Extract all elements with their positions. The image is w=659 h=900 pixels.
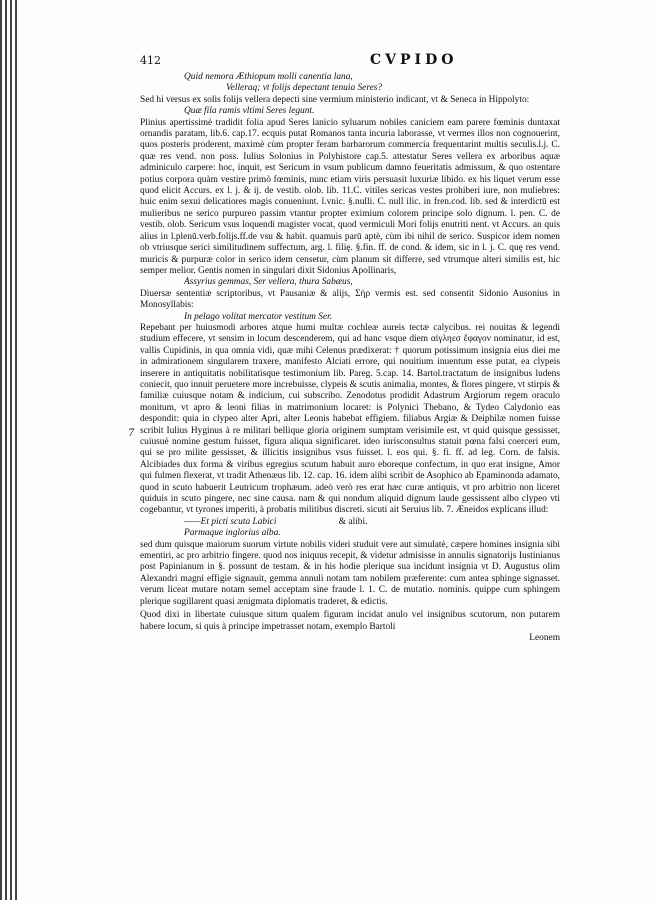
verse-line: In pelago volitat mercator vestitum Ser. bbox=[184, 311, 333, 322]
page-number: 412 bbox=[140, 54, 161, 67]
verse-line bbox=[140, 517, 560, 528]
verse-note: & alibi. bbox=[338, 516, 368, 527]
verse-line: Assyrius gemmas, Ser vellera, thura Sabæus, bbox=[184, 277, 353, 288]
verse-text: ——Et picti scuta Labici bbox=[184, 516, 277, 527]
verse-line: Velleraq; vt folijs depectant tenuia Seres? bbox=[226, 83, 383, 94]
scan-binding-edge bbox=[0, 0, 20, 900]
running-head: CVPIDO bbox=[370, 52, 458, 68]
paragraph: sed dum quisque maiorum suorum virtute nobilis videri studuit vere aut simulatè, cæpere homines insignia sibi ementiri, ac pro arbitrio fingere. quod nos iniquus recepit, & videtur admisisse in annulis signatorijs Iustinianus post Papinianum in §. possunt de testam. & in his hodie plerique sua incidunt insignia vt D. Augustus olim Alexandri magni effigie signauit, gemma annuli notam tam nobilem præferente: cum antea sphinge signasset. verum liceat mutare notam semel acceptam sine fraude l. 1. C. de mutatio. nominis. quippe cum sphingem plerique sugillarent quasi ænigmata diplomatis traderet, & edictis. bbox=[140, 539, 560, 607]
verse-line: Quæ fila ramis vltimi Seres legunt. bbox=[184, 106, 315, 117]
paragraph: Repebant per huiusmodi arbores atque humi multæ cochleæ aureis tectæ calycibus. rei nouitas & legendi studium effecere, vt sensim in locum descenderem, qui ad hanc vsque diem αἰγληεσ ἔφαγον nominatur, id est, vallis Cupidinis, in qua omnia vidi, quæ mihi Celenus prædixerat: † quorum potissimum insignia eius diei me in admirationem singularem traxere, manifesto Alciati errore, qui nouitium inuentum esse putat, ea clypeis inserere in antiquitatis nobilitatisque testimonium lib. Pareg. 5.cap. 14. Bartol.tractatum de insignibus ludens coniecit, quo innuit peruetere more increbuisse, clypeis & scutis animalia, montes, & flores pingere, vt stirpis & familiæ cuiusque notam & indicium, cui subscribo. Zenodotus prodidit Adastrum Argiorum regem oraculo monitum, vt apro & leoni filias in matrimonium locaret: is Polynici Thebano, & Tydeo Calydonio eas despondit: quia in clypeo alter Apri, alter Leonis habebat effigiem. filiabus Argiæ & Deiphilæ nomen fuisse scribit Iulius Hyginus à re militari bellique gloria originem sumptam verisimile est, vt quid quisque gessisset, cuiusuè nomine gestum fuisset, figura aliqua significaret. ideo iurisconsultus statuit pœna falsi coerceri eum, qui se pro milite gessisset, & illicitis insignibus vsus fuisset. l. eos qui. §. fi. ff. ad leg. Corn. de falsis. Alcibiades dux forma & viribus egregius scutum habuit auro eboreque confectum, in quo erat insigne, Amor qui fulmen flexerat, vt tradit Athenæus lib. 12. cap. 16. idem alibi scribit de Asophico ab Epaminonda adamato, quod in scuto habuerit Leutricum trophæum. adeò verò res erat hæc curæ antiquis, vt pro arbitrio non liceret quiduis in scuto pingere, nec sine causa. nam & qui nondum aliquid dignum laude gessissent albo clypeo vti cogebantur, vt tyrones imperiti, à probatis militibus discreti. sicuti ait Seruius lib. 7. Æneidos explicans illud: bbox=[140, 322, 560, 516]
paragraph: Plinius apertissimè tradidit folia apud Seres lanicio syluarum nobiles caniciem eam parere fœminis duntaxat ornandis paratam, lib.6. cap.17. ecquis putat Romanos tanta incuria laborasse, vt vermes illos non cognouerint, quos posteris proderent, maximè cùm propter feram barbarorum commercia frequentarint multis seculis.l.j. C. quæ res vend. non poss. Iulius Solonius in Polyhistore cap.5. attestatur Seres vellera ex arboribus aquæ adminiculo carpere: hoc, inquit, est Sericum in vsum publicum damno feueritatis admissum, & quo ostentare potius corpora quàm vestire primò fœminis, nunc etiam viris persuasit luxuriæ libido. ex his liquet verum esse quod elicit Accurs. ex l. j. & ij. de vestib. olob. lib. 11.C. vitiles sericas vestes prohiberi iure, non muliebres: huic enim sexui delicatiores magis conueniunt. l.vnic. §.nulli. C. null ilic. in fren.cod. lib. sed & interdictū est mulieribus ne serico purpureo passim vtantur propter eximium colorem principe solo dignum. l. pen. C. de vestib. olob. Sericum vsus loquendi magister vocat, quod vermiculi Mori folijs enutriti nent. vt Accurs. an quis alius in l.plenū.verb.folijs.ff.de vsu & habit. quamuis parū aptè, cùm ibi nihil de serico. Suspicor idem nomen ob vtriusque serici similitudinem suffectum, arg. l. filię. §.fin. ff. de cond. & idem, sic in l. j. C. quę res vend. muricis & purpuræ color in serico idem censetur, cùm planum sit differre, sed vtrumque alteri similis est, hic semper melior. Gentis nomen in singulari dixit Sidonius Apollinaris, bbox=[140, 117, 560, 276]
verse-line: Parmaque inglorius alba. bbox=[184, 528, 281, 539]
paragraph: Quod dixi in libertate cuiusque situm qualem figuram incidat anulo vel insignibus scutorum, non putarem habere locum, si quis à principe impetrasset notam, exemplo Bartoli bbox=[140, 610, 560, 632]
paragraph: Diuersæ sententiæ scriptoribus, vt Pausaniæ & alijs, Σὴρ vermis est. sed consentit Sidonio Ausonius in Monosyllabis: bbox=[140, 288, 560, 311]
catchword: Leonem bbox=[529, 632, 560, 643]
margin-note: 7 bbox=[128, 428, 135, 439]
page-header bbox=[140, 52, 560, 70]
body-text bbox=[140, 72, 560, 644]
verse-line: Quid nemora Æthiopum molli canentia lana, bbox=[184, 72, 353, 82]
paragraph: Sed hi versus ex solis folijs vellera depecti sine vermium ministerio indicant, vt & Seneca in Hippolyto: bbox=[140, 94, 530, 105]
